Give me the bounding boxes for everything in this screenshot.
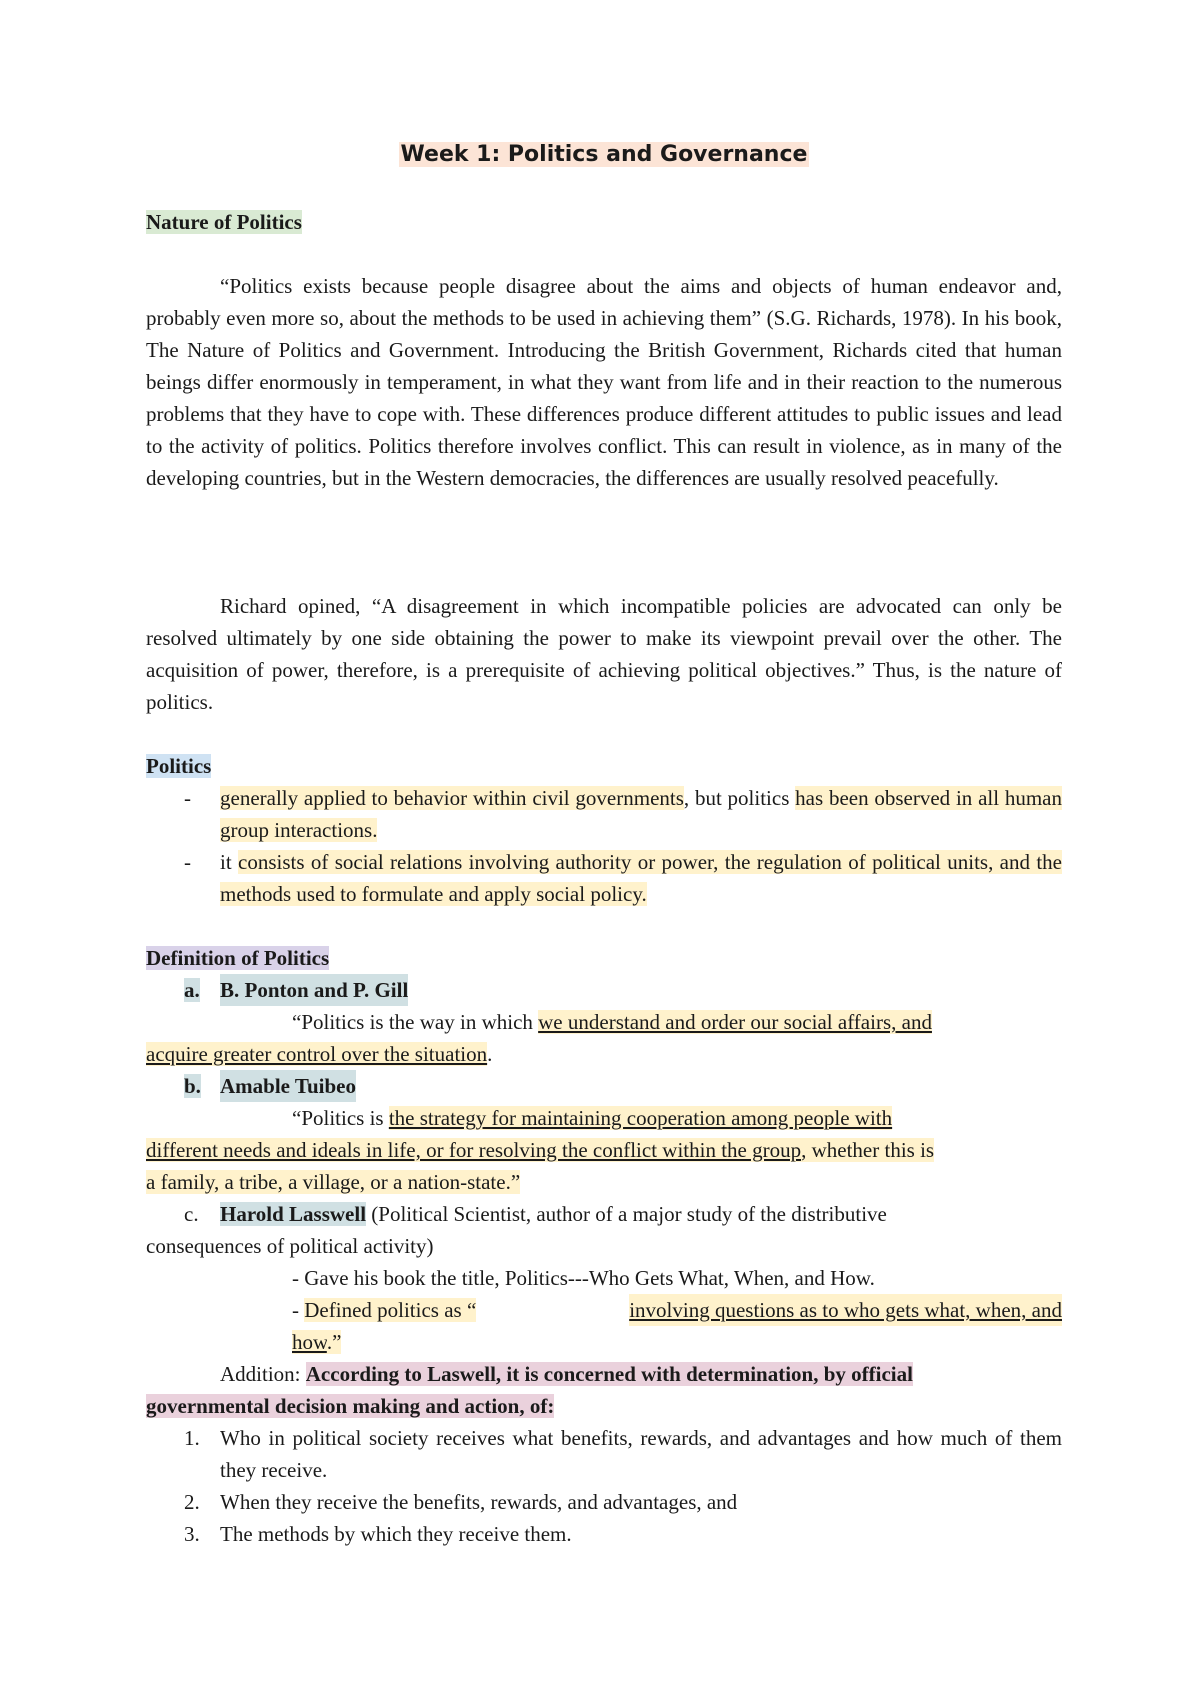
definition-b-quote-line-1 xyxy=(146,1102,1062,1134)
quote-highlight: , whether this is xyxy=(801,1138,935,1162)
bullet-dash: - xyxy=(184,786,191,810)
quote-text: “Politics is the way in which xyxy=(292,1010,539,1034)
numbered-item-1 xyxy=(146,1422,1062,1486)
author-description: consequences of political activity) xyxy=(146,1234,434,1258)
bullet-highlight: consists of social relations involving authority or power, the regulation of political units, and the methods used to formulate and apply social policy. xyxy=(220,850,1062,906)
list-number: 3. xyxy=(184,1522,200,1546)
definition-b-quote-line-3 xyxy=(146,1166,1062,1198)
nature-heading: Nature of Politics xyxy=(146,210,302,234)
definition-c-desc-line xyxy=(146,1230,1062,1262)
list-number: 2. xyxy=(184,1490,200,1514)
page-title xyxy=(146,140,1062,170)
quote-highlight: acquire greater control over the situation xyxy=(146,1042,488,1066)
quote-highlight: we understand and order our social affairs, and xyxy=(538,1010,932,1034)
quote-highlight: involving questions as to who gets what, when, and xyxy=(629,1294,1062,1326)
quote-highlight: different needs and ideals in life, or for resolving the conflict within the group xyxy=(146,1138,802,1162)
definition-heading-line xyxy=(146,942,1062,974)
bullet-highlight: generally applied to behavior within civil governments xyxy=(220,786,684,810)
author-description: (Political Scientist, author of a major study of the distributive xyxy=(366,1202,887,1226)
title-text: Week 1: Politics and Governance xyxy=(400,142,808,167)
politics-heading: Politics xyxy=(146,754,212,778)
list-marker-c: c. xyxy=(184,1202,199,1226)
addition-highlight: According to Laswell, it is concerned with determination, by official xyxy=(305,1362,913,1386)
quote-highlight: how xyxy=(292,1330,327,1354)
list-number: 1. xyxy=(184,1426,200,1450)
bullet-text xyxy=(220,782,1062,846)
bullet-highlight: has been observed in all human group interactions. xyxy=(220,786,1062,842)
definition-c-point-2-cont xyxy=(146,1326,1062,1358)
quote-text: “Politics is xyxy=(292,1106,389,1130)
quote-highlight: Defined politics as “ xyxy=(304,1298,477,1322)
lasswell-point: - Gave his book the title, Politics---Who Gets What, When, and How. xyxy=(292,1266,875,1290)
addition-label: Addition: xyxy=(220,1362,306,1386)
bullet-plain: it xyxy=(220,850,239,874)
nature-paragraph-1: “Politics exists because people disagree about the aims and objects of human endeavor and, probably even more so, about the methods to be used in achieving them” (S.G. Richards, 1978). In his book, The Nature of Politics and Government. Introducing the British Government, Richards cited that human beings differ enormously in temperament, in what they want from life and in their reaction to the numerous problems that they have to cope with. These differences produce different attitudes to public issues and lead to the activity of politics. Politics therefore involves conflict. This can result in violence, as in many of the developing countries, but in the Western democracies, the differences are usually resolved peacefully. xyxy=(146,274,1062,490)
bullet-text xyxy=(220,846,1062,910)
definition-a-quote-line-1 xyxy=(146,1006,1062,1038)
politics-bullet-2 xyxy=(146,846,1062,910)
addition-line-1 xyxy=(146,1358,1062,1390)
nature-heading-line xyxy=(146,206,1062,238)
definition-c-name-line xyxy=(146,1198,1062,1230)
bullet-plain: , but politics xyxy=(683,786,796,810)
definition-b-quote-line-2 xyxy=(146,1134,1062,1166)
author-lasswell: Harold Lasswell xyxy=(220,1202,367,1226)
author-tuibeo: Amable Tuibeo xyxy=(220,1070,356,1102)
addition-line-2 xyxy=(146,1390,1062,1422)
bullet-dash: - xyxy=(184,850,191,874)
quote-text: . xyxy=(487,1042,493,1066)
definition-a-quote-line-2 xyxy=(146,1038,1062,1070)
nature-paragraph-2: Richard opined, “A disagreement in which incompatible policies are advocated can only be resolved ultimately by one side obtaining the power to make its viewpoint prevail over the other. The acquisition of power, therefore, is a prerequisite of achieving political objectives.” Thus, is the nature of politics. xyxy=(146,594,1062,714)
politics-bullet-1 xyxy=(146,782,1062,846)
dash: - xyxy=(292,1298,305,1322)
list-item-text: When they receive the benefits, rewards, and advantages, and xyxy=(220,1490,738,1514)
politics-heading-line xyxy=(146,750,1062,782)
list-item-text: Who in political society receives what benefits, rewards, and advantages and how much of them they receive. xyxy=(220,1426,1062,1482)
definition-a-name-line xyxy=(146,974,1062,1006)
addition-highlight: governmental decision making and action, of: xyxy=(146,1394,555,1418)
quote-highlight: the strategy for maintaining cooperation among people with xyxy=(388,1106,893,1130)
quote-highlight: .” xyxy=(326,1330,342,1354)
definition-b-name-line xyxy=(146,1070,1062,1102)
quote-highlight: a family, a tribe, a village, or a nation-state.” xyxy=(146,1170,521,1194)
list-marker-b: b. xyxy=(184,1074,201,1098)
definition-heading: Definition of Politics xyxy=(146,946,330,970)
list-item-text: The methods by which they receive them. xyxy=(220,1522,572,1546)
author-ponton-gill: B. Ponton and P. Gill xyxy=(220,974,408,1006)
definition-c-point-1 xyxy=(146,1262,1062,1294)
list-marker-a: a. xyxy=(184,978,200,1002)
